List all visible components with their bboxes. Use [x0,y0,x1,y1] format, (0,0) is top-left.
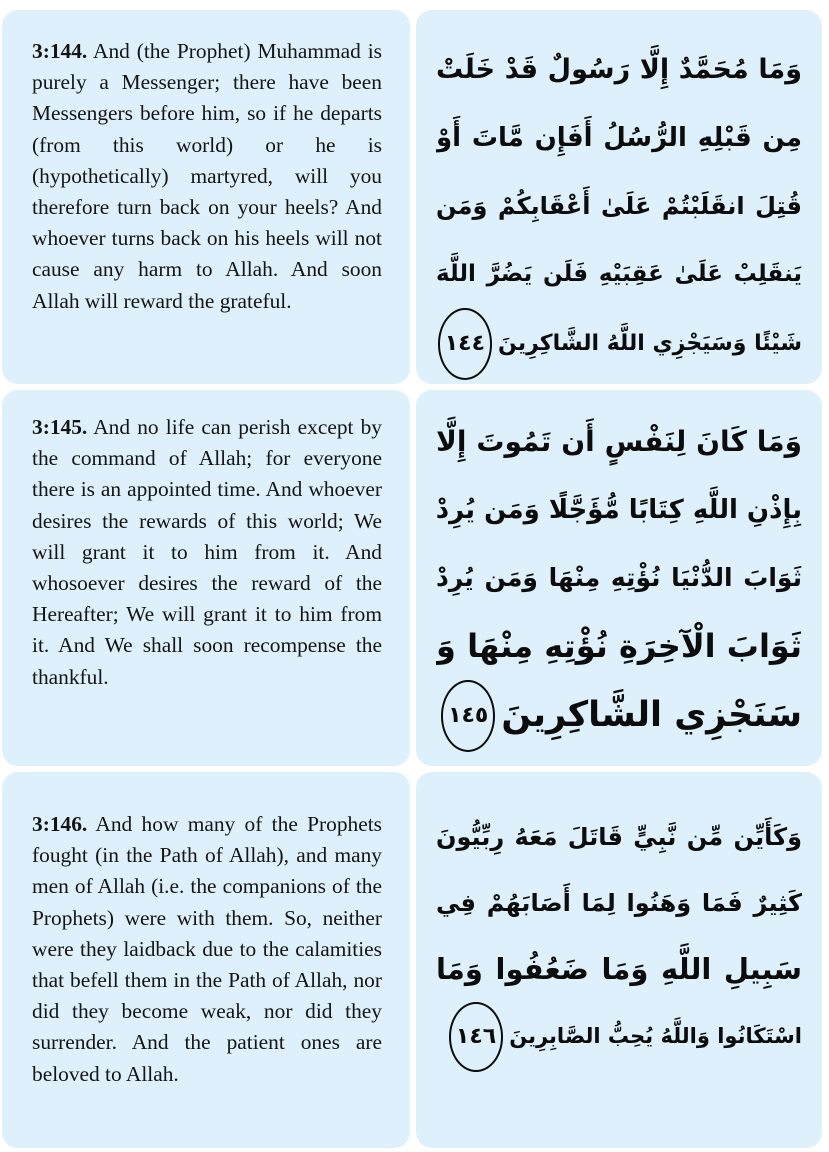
arabic-line: يَنقَلِبْ عَلَىٰ عَقِبَيْهِ فَلَن يَضُرَّ اللَّهَ [436,261,802,287]
arabic-text [416,36,822,380]
arabic-line [436,680,802,752]
arabic-line: مِن قَبْلِهِ الرُّسُلُ أَفَإِن مَّاتَ أَوْ [436,123,802,153]
arabic-line-text: اسْتَكَانُوا وَاللَّهُ يُحِبُّ الصَّابِرِينَ [509,1024,802,1048]
ayah-number-marker: ١٤٦ [449,1002,503,1072]
translation-body: And (the Prophet) Muhammad is purely a Messenger; there have been Messengers before him, so if he departs (from this world) or he is (hypothetically) martyred, will you therefore turn back on your heels? And whoever turns back on his heels will not cause any harm to Allah. And soon Allah will reward the grateful. [32,39,383,313]
verse-reference: 3:144. [32,39,88,63]
translation-card-146 [2,772,410,1148]
arabic-line: ثَوَابَ الْآخِرَةِ نُؤْتِهِ مِنْهَا وَ [436,627,802,665]
arabic-line: وَمَا مُحَمَّدٌ إِلَّا رَسُولٌ قَدْ خَلَتْ [436,54,802,85]
arabic-card-145 [416,390,822,766]
arabic-line: وَكَأَيِّن مِّن نَّبِيٍّ قَاتَلَ مَعَهُ رِبِّيُّونَ [436,823,802,851]
arabic-line: كَثِيرٌ فَمَا وَهَنُوا لِمَا أَصَابَهُمْ فِي [436,889,802,917]
arabic-line-text: شَيْئًا وَسَيَجْزِي اللَّهُ الشَّاكِرِينَ [498,331,802,356]
arabic-text [416,408,822,752]
arabic-line: سَبِيلِ اللَّهِ وَمَا ضَعُفُوا وَمَا [436,952,802,986]
arabic-line [436,1002,802,1072]
translation-text [2,772,410,1090]
arabic-text [416,804,822,1072]
arabic-line [436,308,802,380]
ayah-number-marker: ١٤٤ [438,308,492,380]
ayah-number-marker: ١٤٥ [441,680,495,752]
arabic-line-text: سَنَجْزِي الشَّاكِرِينَ [501,695,802,735]
arabic-line: وَمَا كَانَ لِنَفْسٍ أَن تَمُوتَ إِلَّا [436,425,802,458]
arabic-line: بِإِذْنِ اللَّهِ كِتَابًا مُّؤَجَّلًا وَمَن يُرِدْ [436,495,802,525]
translation-card-144 [2,10,410,384]
translation-text [2,10,410,317]
translation-body: And no life can perish except by the command of Allah; for everyone there is an appointed time. And whoever desires the rewards of this world; We will grant it to him from it. And whosoever desires the reward of the Hereafter; We will grant it to him from it. And We shall soon recompense the thankful. [32,415,382,689]
verse-reference: 3:146. [32,812,88,836]
arabic-line: قُتِلَ انقَلَبْتُمْ عَلَىٰ أَعْقَابِكُمْ وَمَن [436,192,802,220]
arabic-card-146 [416,772,822,1148]
arabic-line: ثَوَابَ الدُّنْيَا نُؤْتِهِ مِنْهَا وَمَن يُرِدْ [436,563,802,592]
translation-body: And how many of the Prophets fought (in the Path of Allah), and many men of Allah (i.e. the companions of the Prophets) were with them. So, neither were they laidback due to the calamities that befell them in the Path of Allah, nor did they become weak, nor did they surrender. And the patient ones are beloved to Allah. [32,812,382,1086]
translation-text [2,390,410,693]
verse-reference: 3:145. [32,415,88,439]
translation-card-145 [2,390,410,766]
arabic-card-144 [416,10,822,384]
